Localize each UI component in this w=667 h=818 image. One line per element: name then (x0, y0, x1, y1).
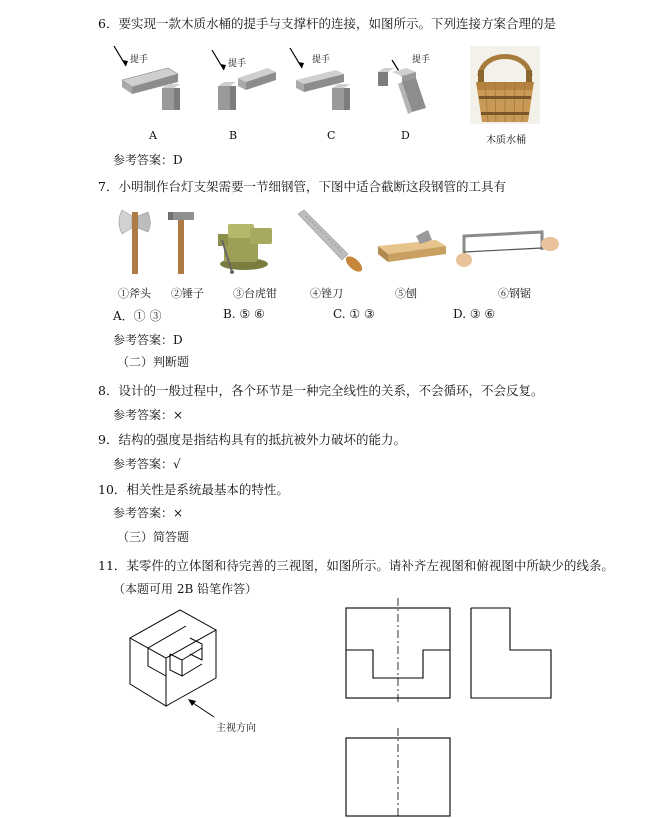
q6-option-a: A (149, 129, 157, 142)
section-short-answer-heading: （三）简答题 (117, 530, 190, 544)
q6-b-handle-label: 提手 (228, 59, 247, 69)
tool-hacksaw-label: ⑥钢锯 (498, 287, 531, 300)
q6-joint-b-figure (210, 42, 285, 117)
axe-icon (118, 206, 152, 276)
q7-choice-b: B. ⑤ ⑥ (223, 307, 265, 321)
q6-d-handle-label: 提手 (412, 55, 431, 65)
part-isometric-drawing (120, 600, 240, 720)
q8-text: 8．设计的一般过程中，各个环节是一种完全线性的关系，不会循环，不会反复。 (98, 383, 544, 398)
q9-text: 9．结构的强度是指结构具有的抵抗被外力破坏的能力。 (98, 432, 406, 447)
q7-answer: 参考答案：D (113, 333, 183, 347)
front-view-drawing (345, 598, 451, 702)
q11-text: 11．某零件的立体图和待完善的三视图，如图所示。请补齐左视图和俯视图中所缺少的线条。 (98, 558, 614, 573)
q6-a-handle-label: 提手 (130, 55, 149, 65)
hammer-icon (166, 208, 196, 274)
q6-option-d: D (401, 129, 410, 142)
q8-answer: 参考答案：× (113, 408, 184, 422)
q11-note: （本题可用 2B 铅笔作答） (113, 582, 258, 596)
tool-vise-label: ③台虎钳 (233, 287, 277, 300)
q7-text: 7．小明制作台灯支架需要一节细钢管，下图中适合截断这段钢管的工具有 (98, 179, 506, 194)
wooden-bucket-image (470, 46, 540, 124)
bench-vise-icon (214, 210, 280, 274)
wood-plane-icon (376, 226, 448, 266)
q6-c-handle-label: 提手 (312, 55, 331, 65)
q6-answer: 参考答案：D (113, 153, 183, 167)
q6-joint-a-figure (112, 42, 192, 117)
hacksaw-icon (456, 228, 560, 272)
tool-plane-label: ⑤刨 (395, 287, 417, 300)
q7-choice-a: A．① ③ (113, 309, 162, 323)
section-judgement-heading: （二）判断题 (117, 355, 190, 369)
front-view-direction-label: 主视方向 (216, 723, 256, 734)
front-view-arrow (184, 695, 220, 719)
q10-text: 10．相关性是系统最基本的特性。 (98, 482, 289, 497)
top-view-drawing (345, 728, 451, 818)
q9-answer: 参考答案：√ (113, 457, 181, 471)
file-rasp-icon (296, 210, 366, 272)
q6-bucket-caption: 木质水桶 (486, 135, 526, 146)
tool-file-label: ④锉刀 (310, 287, 343, 300)
tool-axe-label: ①斧头 (118, 287, 151, 300)
q6-option-c: C (327, 129, 336, 142)
left-view-drawing (470, 607, 552, 699)
q7-choice-c: C. ① ③ (333, 307, 375, 321)
tool-hammer-label: ②锤子 (171, 287, 204, 300)
q10-answer: 参考答案：× (113, 506, 184, 520)
q6-option-b: B (229, 129, 238, 142)
q7-choice-d: D. ③ ⑥ (453, 307, 496, 321)
q6-text: 6．要实现一款木质水桶的提手与支撑杆的连接，如图所示。下列连接方案合理的是 (98, 16, 556, 31)
